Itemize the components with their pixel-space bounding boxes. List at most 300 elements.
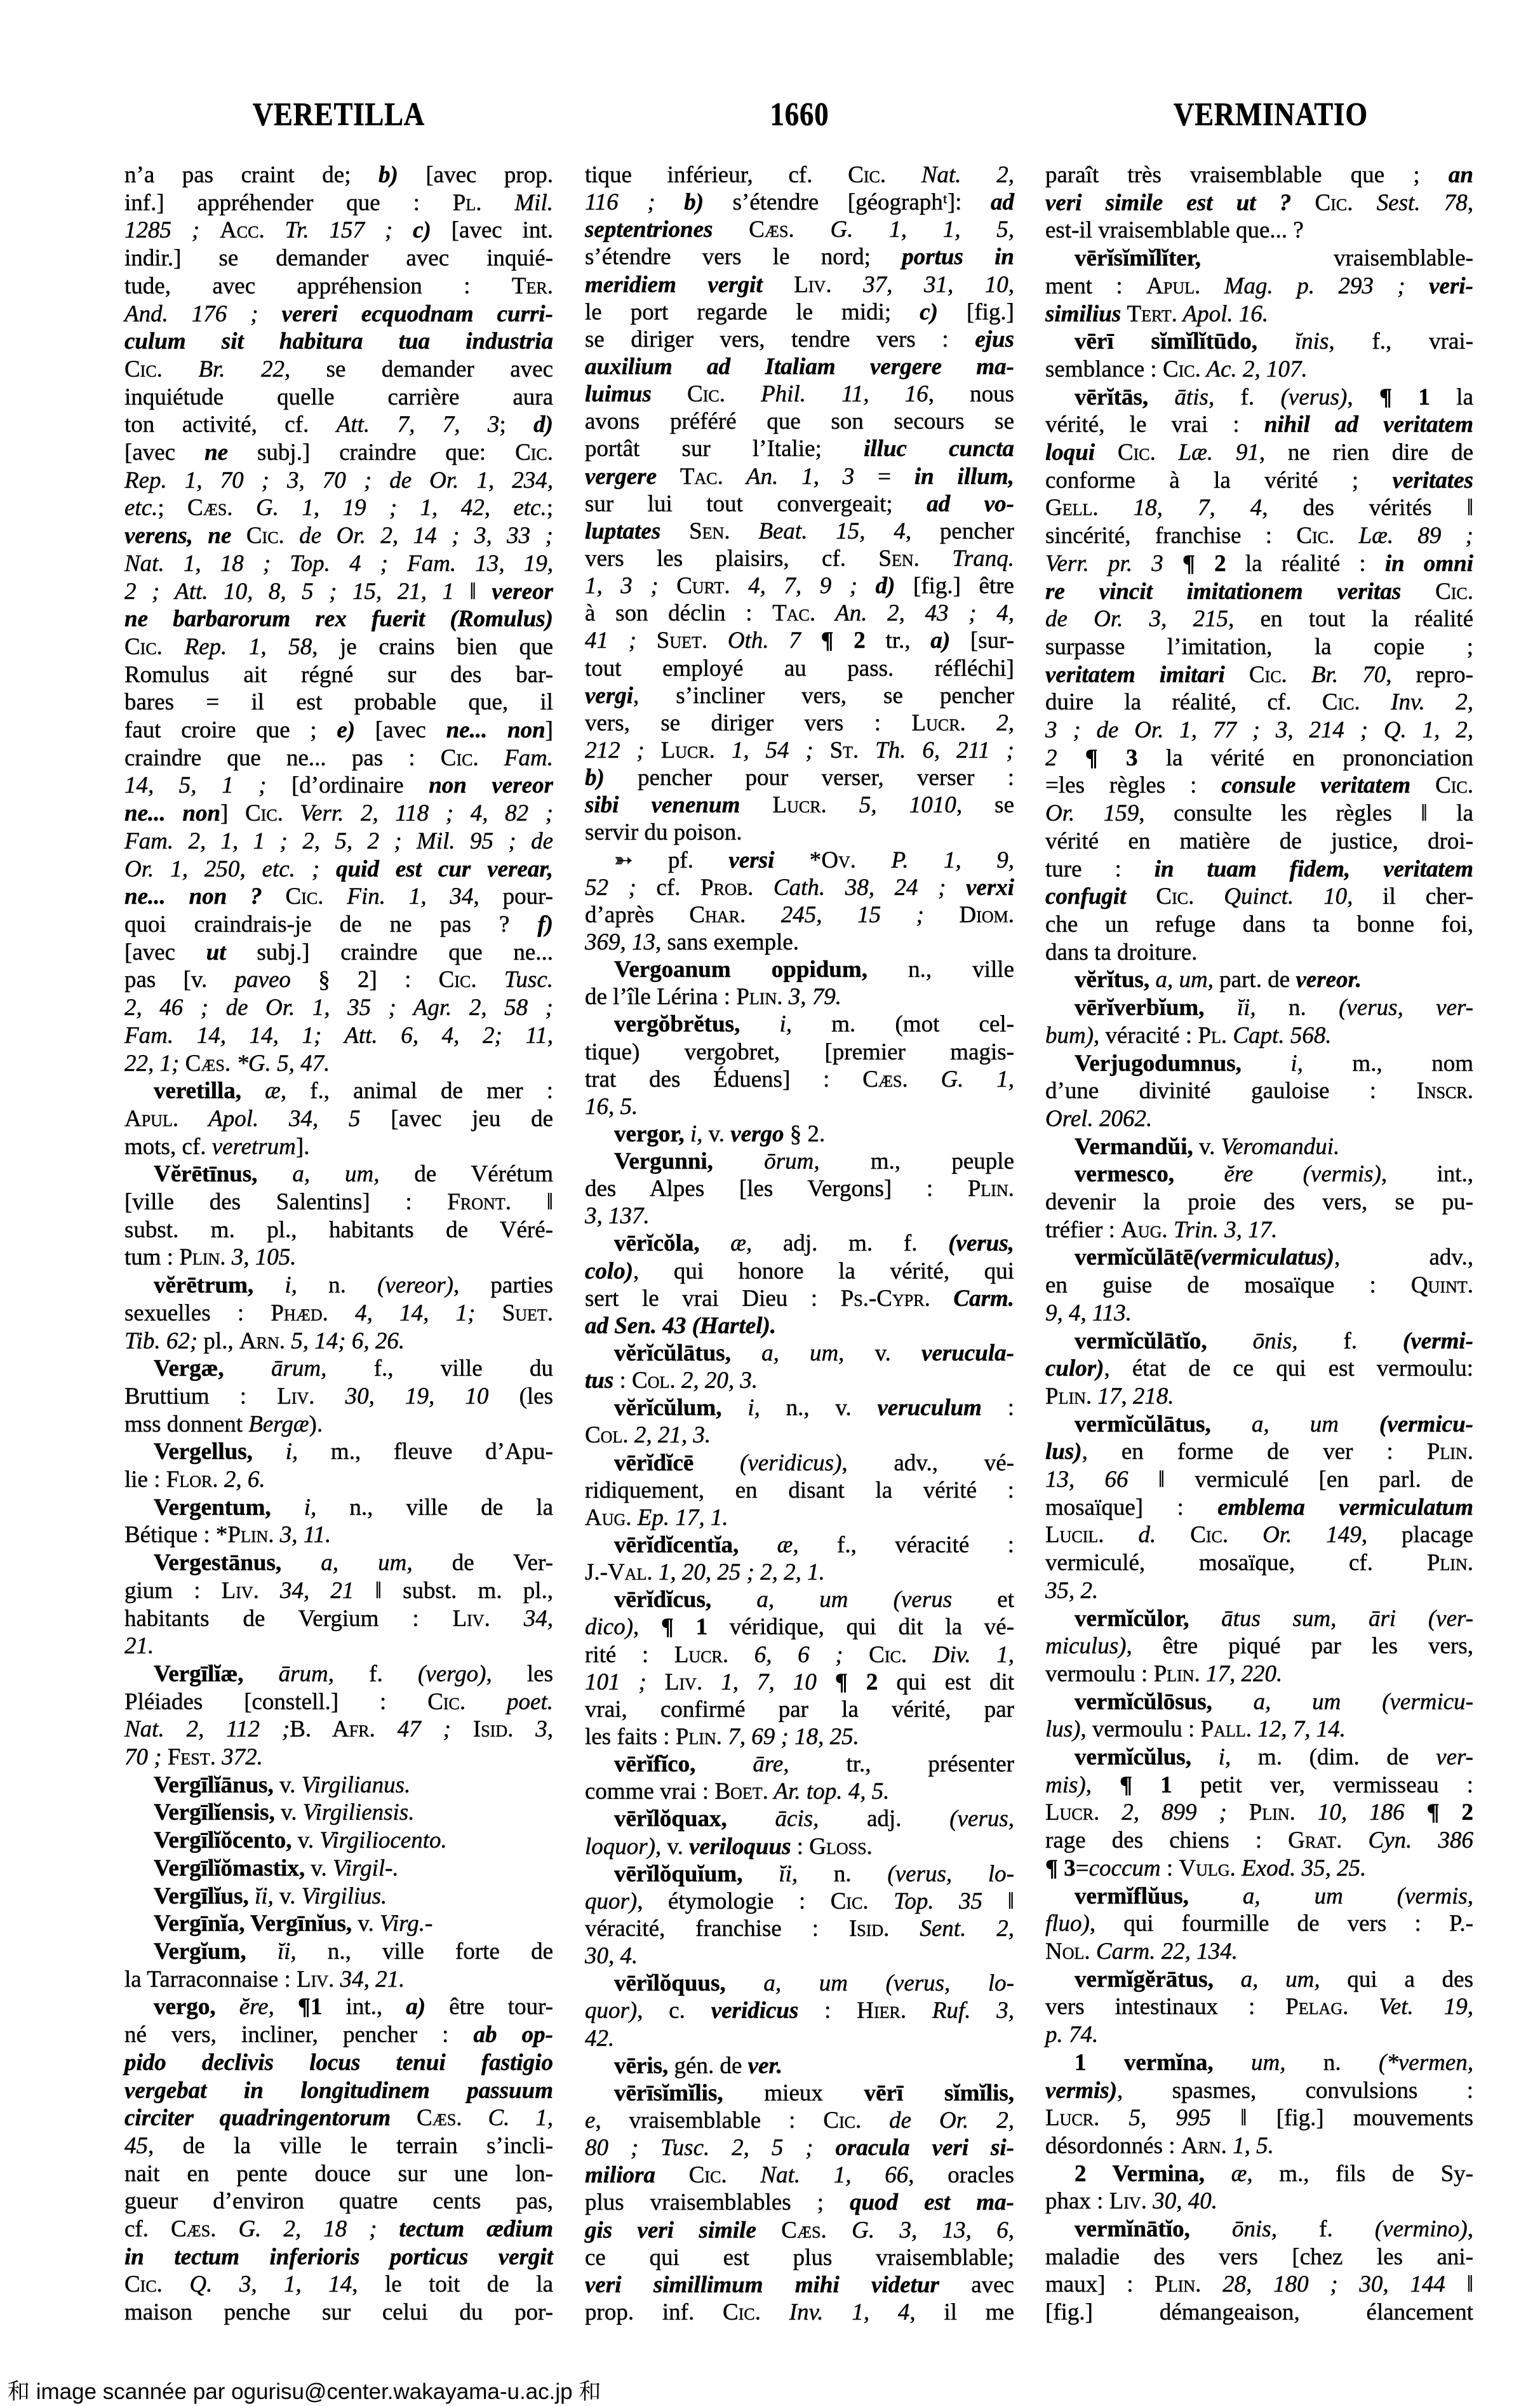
author-abbreviation: Cic. — [1435, 772, 1474, 799]
text-run: d’une divinité gauloise : — [1045, 1078, 1417, 1105]
text-run — [657, 464, 680, 490]
text-run: vers intestinaux : — [1045, 1994, 1286, 2020]
italic-reference: (verus) — [1280, 384, 1348, 410]
author-abbreviation: Cic. — [124, 2271, 163, 2298]
text-line — [585, 929, 1014, 956]
text-line — [585, 1094, 1014, 1120]
text-line — [124, 634, 553, 661]
line-content — [585, 1477, 1014, 1503]
author-abbreviation: Pl. — [1198, 1022, 1228, 1049]
text-line — [585, 1642, 1014, 1669]
line-content — [1045, 1467, 1473, 1493]
text-line — [585, 1806, 1014, 1832]
line-content — [614, 1121, 825, 1147]
text-run: ment : — [1045, 272, 1147, 299]
text-run: tude, avec appréhension : — [124, 272, 512, 299]
line-content — [124, 2022, 553, 2048]
line-content — [1045, 939, 1197, 965]
line-content — [585, 1778, 889, 1805]
text-run: f. — [1297, 1327, 1403, 1354]
line-content — [1045, 689, 1473, 715]
line-content — [1045, 1716, 1346, 1742]
author-abbreviation: Plin. — [1155, 2271, 1202, 2298]
text-run — [1225, 662, 1249, 688]
text-line — [585, 1669, 1014, 1696]
line-content — [614, 1751, 1014, 1777]
latin-citation: e) — [337, 717, 356, 744]
line-content — [1045, 579, 1473, 605]
italic-reference: (*vermen, — [1379, 2049, 1473, 2076]
line-content — [614, 2080, 1014, 2106]
italic-reference: paveo — [234, 967, 291, 993]
text-line — [585, 1505, 1014, 1531]
text-run: [ville des Salentins] : — [124, 1189, 448, 1216]
headword: ¶ 1 — [661, 1614, 708, 1641]
headword: Vergĭum, — [154, 1939, 246, 1965]
text-run — [652, 381, 687, 407]
latin-citation: b) — [684, 189, 704, 216]
italic-reference: Phil. 11, 16 — [725, 381, 928, 408]
italic-reference: C. 1, — [462, 2105, 553, 2132]
text-run: la réalité : — [1226, 550, 1385, 577]
line-content — [124, 384, 553, 410]
author-abbreviation: Tac. — [680, 463, 723, 490]
line-content — [124, 1716, 553, 1742]
running-head-first-entry: VERETILLA — [252, 97, 425, 133]
headword: ¶ 1 — [1120, 1771, 1172, 1798]
text-line — [1045, 2188, 1473, 2215]
latin-citation: d) — [875, 573, 895, 600]
line-content — [124, 1633, 154, 1659]
italic-reference: 2 ; Att. 10, 8, 5 ; 15, 21, 1 — [124, 578, 454, 605]
author-abbreviation: Sen. — [689, 518, 730, 544]
line-content — [585, 491, 1014, 517]
italic-reference: i, — [684, 1120, 703, 1147]
text-line — [1045, 1217, 1473, 1244]
italic-reference: Apol. 16. — [1177, 300, 1269, 327]
author-abbreviation: Cic. — [1249, 661, 1287, 688]
italic-reference: Cath. 38, 24 ; — [753, 874, 966, 901]
text-run: f. — [334, 1660, 418, 1687]
text-line — [1045, 1355, 1473, 1382]
text-line — [1045, 1051, 1473, 1077]
italic-reference: 16, 5. — [585, 1093, 638, 1120]
line-content — [1045, 1106, 1152, 1132]
headword: vērĭdĭcē — [614, 1449, 694, 1476]
text-line — [1045, 606, 1473, 633]
italic-reference: Virgilius. — [301, 1883, 387, 1909]
author-abbreviation: Cic. — [687, 381, 725, 408]
text-line — [124, 2105, 553, 2132]
text-run: être tour- — [425, 1994, 553, 2020]
text-line — [585, 1286, 1014, 1312]
text-run: qui est dit — [878, 1669, 1015, 1695]
latin-citation: ver. — [747, 2052, 783, 2079]
text-run — [763, 272, 794, 298]
text-line — [585, 408, 1014, 435]
headword: Vergellus, — [154, 1439, 253, 1465]
text-run: m., nom — [1302, 1050, 1473, 1077]
text-line — [1045, 772, 1473, 799]
text-run: , les — [486, 1660, 553, 1687]
line-content — [124, 772, 553, 798]
italic-reference: ārum, — [224, 1355, 327, 1382]
text-run: vermiculé, mosaïque, cf. — [1045, 1550, 1427, 1576]
line-content — [585, 1943, 638, 1969]
text-run: le port regarde le midi; — [585, 299, 920, 325]
headword: Vergīnĭa, Vergīnĭus, — [154, 1911, 352, 1937]
latin-citation: c) — [920, 299, 938, 325]
text-run: =les règles : — [1045, 772, 1222, 799]
line-content — [1045, 1300, 1132, 1326]
italic-reference: ōnis, — [1189, 2216, 1277, 2243]
line-content — [1045, 1633, 1473, 1659]
italic-reference: 1, 54 ; — [714, 737, 830, 763]
text-run: , — [1467, 2216, 1473, 2243]
author-abbreviation: Fest. — [167, 1744, 216, 1771]
headword: vermĭnātĭo, — [1075, 2216, 1190, 2243]
author-abbreviation: Liv. — [794, 271, 832, 298]
text-line — [585, 1121, 1014, 1148]
text-line — [1045, 1827, 1473, 1854]
text-line — [585, 217, 1014, 243]
line-content — [124, 2050, 553, 2076]
italic-reference: 2, 899 ; — [1099, 1799, 1249, 1826]
author-abbreviation: Col. — [585, 1422, 629, 1449]
text-line — [1045, 551, 1473, 577]
headword: ¶ 1 — [1379, 384, 1430, 410]
italic-reference: Apol. 34, 5 — [178, 1105, 361, 1132]
text-line — [124, 1994, 553, 2020]
italic-reference: Or. 149 — [1228, 1522, 1362, 1549]
text-line — [124, 412, 553, 438]
text-line — [585, 272, 1014, 299]
line-content — [585, 1614, 1014, 1640]
text-run: , — [1008, 2217, 1014, 2243]
line-content — [124, 2244, 553, 2270]
headword: Vergīlĭus, — [154, 1883, 249, 1909]
text-line — [1045, 1716, 1473, 1743]
headword: veretilla, — [154, 1078, 242, 1105]
line-content — [614, 2053, 782, 2079]
text-line — [124, 967, 553, 993]
text-run: ] — [220, 800, 245, 827]
line-content — [1045, 2105, 1473, 2131]
line-content — [1045, 412, 1473, 438]
italic-reference: a, um (vermicu- — [1212, 1688, 1473, 1715]
text-run: pf. — [633, 847, 729, 873]
text-run: [fig.] démangeaison, élancement — [1045, 2299, 1473, 2326]
italic-reference: 3, 137. — [585, 1203, 650, 1230]
italic-reference: Vet. 19, — [1348, 1994, 1473, 2020]
text-run: est-il vraisemblable que... ? — [1045, 217, 1304, 244]
text-line — [124, 1883, 553, 1910]
line-content — [124, 1744, 263, 1770]
italic-reference: 2, 6. — [218, 1467, 265, 1493]
text-line — [124, 1633, 553, 1660]
italic-reference: Bergæ — [248, 1411, 309, 1437]
text-line — [124, 939, 553, 966]
line-content — [124, 1189, 553, 1215]
latin-citation: in omni — [1384, 550, 1473, 577]
text-line — [124, 301, 553, 328]
text-line — [124, 1328, 553, 1355]
text-run: lie : — [124, 1467, 166, 1493]
italic-reference: Cyn. 386 — [1342, 1827, 1473, 1854]
line-content — [1045, 772, 1473, 798]
italic-reference: ōnis, — [1207, 1327, 1298, 1354]
text-line — [124, 2271, 553, 2298]
italic-reference: 212 ; — [585, 737, 661, 763]
headword: vērĭlŏquax, — [614, 1806, 727, 1832]
italic-reference: 52 ; — [585, 874, 657, 901]
text-line — [1045, 1495, 1473, 1521]
text-run: : — [981, 1395, 1015, 1421]
latin-citation: miliora — [585, 2162, 656, 2189]
text-line — [1045, 1328, 1473, 1355]
text-run: avons préféré que son secours se — [585, 408, 1014, 435]
text-run: gén. de — [668, 2052, 748, 2079]
text-run: f., animal de mer : — [286, 1078, 554, 1105]
author-abbreviation: Lucr. — [1045, 1799, 1100, 1826]
text-run: v. — [291, 1827, 320, 1854]
italic-reference: ātus sum, āri (ver- — [1189, 1605, 1473, 1632]
italic-reference: P. 1, 9, — [856, 847, 1014, 873]
latin-citation: an — [1448, 162, 1473, 188]
text-run: v. — [844, 1340, 922, 1367]
line-content — [1045, 2299, 1473, 2325]
italic-reference: i, — [253, 1272, 297, 1299]
text-run: sert le vrai Dieu : — [585, 1285, 841, 1312]
italic-reference: æ, — [1205, 2160, 1253, 2187]
italic-reference: 2, — [965, 709, 1015, 736]
line-content — [1045, 1578, 1098, 1604]
headword: vērĭfĭco, — [614, 1751, 696, 1778]
text-line — [1045, 1078, 1473, 1105]
text-line — [124, 1023, 553, 1049]
text-line — [1045, 301, 1473, 328]
text-line — [1045, 1772, 1473, 1799]
italic-reference: ĕre, — [215, 1994, 274, 2020]
line-content — [154, 1661, 553, 1687]
line-content — [585, 162, 1014, 188]
line-content — [585, 1916, 1014, 1942]
text-line — [585, 1148, 1014, 1175]
italic-reference: de Or. 3, 215 — [1045, 606, 1229, 633]
text-line — [124, 884, 553, 910]
italic-reference: i, — [252, 1439, 298, 1465]
text-run: subst. m. pl., habitants de Véré- — [124, 1216, 553, 1243]
italic-reference: Orel. 2062. — [1045, 1105, 1153, 1132]
text-run: : — [1160, 1855, 1179, 1881]
line-content — [1075, 1051, 1473, 1077]
italic-reference: Th. 6, 211 ; — [859, 737, 1014, 763]
italic-reference: (veridicus) — [740, 1449, 842, 1476]
author-abbreviation: Liv. — [277, 1383, 315, 1409]
text-run: , véracité : — [1094, 1022, 1198, 1049]
headword: vergor, — [614, 1120, 685, 1147]
text-line — [585, 902, 1014, 929]
latin-citation: illuc cuncta — [864, 436, 1014, 462]
italic-reference: 37, 31, 10, — [831, 271, 1015, 298]
line-content — [1045, 467, 1473, 494]
text-line — [585, 2299, 1014, 2326]
line-content — [1075, 1134, 1339, 1160]
text-run: trat des Éduens] : — [585, 1066, 863, 1092]
text-run: n., ville — [867, 957, 1014, 983]
italic-reference: 45 — [124, 2132, 148, 2159]
text-run: ] — [545, 717, 553, 744]
line-content — [585, 354, 1014, 380]
text-run: , consulte les règles ‖ la — [1139, 800, 1473, 827]
line-content — [585, 1422, 711, 1448]
author-abbreviation: Cic. — [515, 440, 553, 466]
text-run: , qui honore la vérité, qui — [633, 1258, 1014, 1284]
italic-reference: i, — [271, 1494, 317, 1521]
text-run: : — [798, 1998, 857, 2024]
italic-reference: Tusc. — [476, 967, 554, 993]
italic-reference: 21. — [124, 1633, 154, 1660]
line-content — [585, 902, 1014, 928]
line-content — [124, 1051, 330, 1077]
text-line — [124, 2133, 553, 2160]
text-line — [585, 2217, 1014, 2244]
text-run: : — [791, 1833, 810, 1860]
latin-citation: vergebat in longitudinem passuum — [124, 2077, 553, 2104]
text-line — [124, 1411, 553, 1438]
line-content — [585, 765, 1014, 791]
italic-reference: a, um — [1210, 1411, 1380, 1437]
italic-reference: æ, — [699, 1230, 753, 1257]
text-line — [585, 1888, 1014, 1915]
text-line — [1045, 689, 1473, 716]
line-content — [1075, 328, 1473, 354]
italic-reference: 116 ; — [585, 189, 685, 216]
text-run: devenir la proie des vers, se pu- — [1045, 1189, 1473, 1216]
text-run: tout employé au pass. réfléchi] — [585, 655, 1014, 682]
line-content — [585, 381, 1014, 407]
latin-citation: vereor. — [1296, 967, 1362, 993]
italic-reference: 3 ; de Or. 1, 77 ; 3, 214 ; Q. 1, 2, — [1045, 717, 1473, 744]
line-content — [1045, 1439, 1473, 1465]
text-line — [124, 1716, 553, 1743]
text-run: [sur- — [950, 628, 1015, 654]
text-line — [124, 1078, 553, 1105]
text-line — [1045, 162, 1473, 189]
text-line — [124, 1744, 553, 1771]
text-line — [124, 1939, 553, 1965]
scan-credit: 和 image scannée par ogurisu@center.wakayama-u.ac.jp 和 — [8, 2379, 601, 2404]
italic-reference: ōrum, — [713, 1148, 820, 1175]
text-run: f., véracité : — [798, 1532, 1014, 1559]
author-abbreviation: Cæs. — [170, 2216, 217, 2243]
italic-reference: 28, 180 ; 30, 144 — [1201, 2271, 1445, 2298]
headword: ¶ 2 — [1182, 550, 1226, 577]
line-content — [124, 1328, 405, 1354]
text-line — [585, 2245, 1014, 2271]
latin-citation: vergo — [730, 1120, 784, 1147]
italic-reference: G. 3, 13, 6 — [826, 2217, 1008, 2243]
text-line — [585, 1450, 1014, 1477]
italic-reference: de Or. 2, — [861, 2107, 1014, 2134]
text-line — [124, 772, 553, 799]
line-content — [585, 1203, 650, 1229]
author-abbreviation: Plin. — [179, 1244, 226, 1271]
latin-citation: (vermicu- — [1379, 1411, 1473, 1437]
text-run: v. — [1193, 1133, 1221, 1160]
italic-reference: ĭi, — [742, 1860, 798, 1887]
italic-reference: 30, 40. — [1147, 2188, 1217, 2215]
author-abbreviation: Vulg. — [1179, 1855, 1236, 1881]
author-abbreviation: Cic. — [440, 744, 479, 771]
text-run: [avec int. — [431, 217, 553, 244]
text-run: , se demander avec — [284, 356, 553, 382]
text-run: [fig.] être — [895, 573, 1014, 600]
line-content — [1075, 995, 1473, 1021]
line-content — [1045, 1827, 1473, 1853]
author-abbreviation: Ps.-Cypr. — [840, 1285, 930, 1312]
author-abbreviation: Aug. — [1121, 1216, 1168, 1243]
author-abbreviation: Cic. — [1156, 884, 1195, 910]
line-content — [585, 299, 1014, 325]
line-content — [614, 1395, 1014, 1421]
text-line — [1045, 1994, 1473, 2020]
line-content — [585, 683, 1014, 709]
text-line — [1045, 939, 1473, 966]
line-content — [124, 1411, 323, 1437]
text-line — [1045, 634, 1473, 661]
author-abbreviation: Pelag. — [1285, 1994, 1349, 2020]
author-abbreviation: Cæs. — [417, 2105, 462, 2132]
line-content — [124, 995, 553, 1021]
line-content — [585, 710, 1014, 736]
line-content — [154, 1495, 553, 1521]
text-line — [1045, 2078, 1473, 2104]
line-content — [585, 929, 799, 955]
text-run: des Alpes [les Vergons] : — [585, 1176, 968, 1202]
italic-reference: (verus, ver- — [1339, 995, 1473, 1021]
text-line — [124, 2078, 553, 2104]
line-content — [614, 1806, 1014, 1832]
text-line — [124, 384, 553, 411]
line-content — [154, 1355, 553, 1381]
text-line — [1045, 911, 1473, 938]
text-line — [585, 765, 1014, 791]
text-line — [124, 1827, 553, 1854]
headword: vermĭcŭlātē — [1075, 1244, 1193, 1271]
text-run: m. (mot cel- — [792, 1011, 1015, 1038]
headword: vērĭcŏla, — [614, 1230, 700, 1257]
italic-reference: Nat. 2, — [886, 162, 1014, 188]
text-line — [124, 356, 553, 383]
text-run: , nous — [928, 381, 1014, 408]
text-line — [124, 1272, 553, 1299]
author-abbreviation: Gloss. — [809, 1833, 873, 1860]
text-line — [585, 518, 1014, 545]
line-content — [585, 1094, 638, 1120]
text-line — [124, 856, 553, 883]
line-content — [124, 301, 553, 327]
italic-reference: e — [585, 2107, 596, 2134]
italic-reference: i, — [1191, 1744, 1231, 1771]
text-line — [1045, 800, 1473, 827]
italic-reference: Virgiliocento. — [319, 1827, 447, 1854]
italic-reference: 2, 20, 3. — [675, 1368, 758, 1394]
line-content — [124, 1023, 553, 1049]
text-run: v. — [273, 1883, 302, 1909]
italic-reference: lus) — [1045, 1716, 1081, 1743]
text-line — [585, 655, 1014, 682]
